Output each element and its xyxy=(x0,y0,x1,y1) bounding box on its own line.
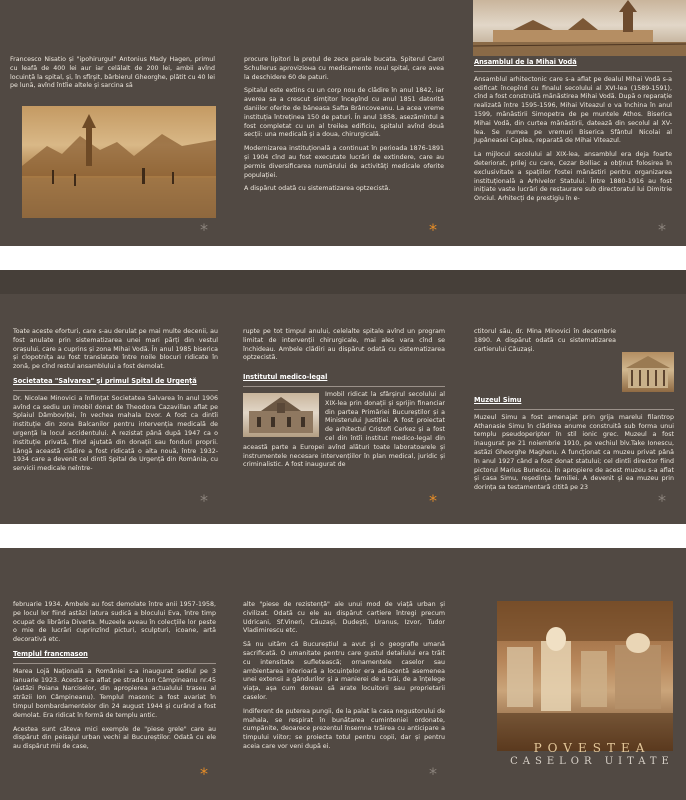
section-heading: Templul francmason xyxy=(13,649,88,658)
page-section-3 xyxy=(0,548,686,800)
section-heading: Ansamblul de la Mihai Vodă xyxy=(474,58,577,66)
star-ornament: * xyxy=(429,220,437,239)
paragraph: A dispărut odată cu sistematizarea optzecistă. xyxy=(244,185,391,193)
paragraph: Să nu uităm că Bucureștiul a avut și o geografie umană sacrificată. O umanitate pentru care gustul detaliului era trăit cu intensitate sufletească; ornamentele caselor sau ambientarea interioară a locuințelor era adiacentă asemenea unei extensii a gândurilor și a manierei de a trăi, de a înțelege viața, așa cum doreau să arate locuitorii sau proprietarii caselor. xyxy=(243,641,445,701)
book-title-line-1: POVESTEA xyxy=(533,741,651,755)
paragraph: februarie 1934. Ambele au fost demolate între anii 1957-1958, pe locul lor fiind astăzi latura sudică a blocului Eva, între timp ocupat de librăria Diverta. Muzeele aveau în colecțiile lor peste o mie de lucrări cuprinzînd picturi, sculpturi, icoane, artă decorativă etc. xyxy=(13,601,216,644)
paragraph: Imobil ridicat la sfârșirul secolului al XIX-lea prin donații și sprijin financiar din partea Primăriei Bucureștilor și a Ministerului Justiției. A fost proiectat de arhitectul Cristofi Cerkez și a fost cel din întîi institut medico-legal din această parte a Europei avînd alături toate laboratoarele și instrumentele necesare intervențiilor în plan medical, juridic și criminalistic. A fost inaugurat de xyxy=(243,390,445,469)
section-header-band xyxy=(0,270,686,294)
paragraph: Acestea sunt câteva mici exemple de "piese grele" care au dispărut din peisajul urban vechi al Bucureștilor. Odată cu ele au dispărut mii de case, xyxy=(13,725,216,751)
page-section-1 xyxy=(0,0,686,246)
institute-building-photo xyxy=(243,393,319,437)
simu-museum-photo xyxy=(622,352,674,392)
paragraph: Indiferent de puterea pungii, de la palat la casa negustorului de mahala, se respirat în bunătarea cuminteniei ordonate, cumpănite, deoarece prezentul însemna trăirea cu anticipare a timpului viitor; se proiecta totul pentru copii, dar și pentru aceia care vor veni după ei. xyxy=(243,707,445,750)
section3-column-2 xyxy=(243,601,445,757)
section3-column-1 xyxy=(13,601,216,757)
paragraph: rupte pe tot timpul anului, celelalte spitale avînd un program limitat de intervenții chirurgicale, mai ales vara cînd se închideau. Ambele clădiri au dispărut odată cu sistematizarea optzecistă. xyxy=(243,328,445,362)
divider xyxy=(474,71,672,72)
paragraph: alte "piese de rezistență" ale unui mod de viață urban și civilizat. Odată cu ele au dispărut cartiere întregi precum Udricani, Sf.Vineri, Căuzași, Dudești, Uranus, Izvor, Tudor Vladimirescu etc. xyxy=(243,601,445,635)
paragraph: Dr. Nicolae Minovici a înființat Societatea Salvarea în anul 1906 avînd ca sediu un imobil donat de Theodora Cazavillan aflat pe Splaiul Dâmboviței, în vechea mahala Izvor. A fost ca dintîi instituție din zona Balcanilor pentru intervenția medicală de urgență la locul accidentului. A rezistat până după 1947 ca o instituție privată, fiind ajutată din donații sau fonduri proprii. Lângă această clădire a fost ridicată o alta nouă, între 1932-1934 care a devenit cel dintîi Spital de Urgență din România, cu servicii medicale neîntre- xyxy=(13,394,218,473)
star-ornament: * xyxy=(429,764,437,783)
paragraph: Muzeul Simu a fost amenajat prin grija marelui filantrop Athanasie Simu în clădirea anume construită sub forma unui templu pseudoperipter în stil ionic grec. Muzeul a fost inaugurat pe 21 noiembrie 1910, pe vechiul blv.Take Ionescu, astăzi Gheorghe Magheru. A funcționat ca muzeu privat până în anul 1927 când a fost donat statului; cel dintîi director fiind pictorul Marius Bunescu. În apropiere de acest muzeu s-a aflat și casa Simu, reședința familiei. A devenit și ea muzeu prin dorința sa testamentară citită pe 23 xyxy=(474,413,674,492)
paragraph: Toate aceste eforturi, care s-au derulat pe mai multe decenii, au fost anulate prin sistematizarea unei mari părți din vestul orașului, care a cuprins și zona Mihai Vodă. În anul 1985 biserica și clopotnița au fost translatate între noile blocuri ridicate în zonă, pe cînd restul ansamblului a fost demolat. xyxy=(13,328,218,371)
section2-column-2 xyxy=(243,328,445,475)
divider xyxy=(474,409,674,410)
paragraph: Ansamblul arhitectonic care s-a aflat pe dealul Mihai Vodă s-a edificat începînd cu finalul secolului al XVI-lea (1589-1591), cînd a fost construită mănăstirea Mihai Vodă. După o reparație realizată între 1595-1596, Mihai Viteazul o va închina în anul 1599, mănăstirii Simopetra de pe muntele Athos. Biserica Mihai Vodă, din curtea mănăstirii, datează din secolul al XV-lea. Se numea pe vremuri Biserica Sfântul Nicolai al Jupâneasei Caplea, reparată de Mihai Viteazul. xyxy=(474,75,672,145)
paragraph: Marea Lojă Națională a României s-a inaugurat sediul pe 3 ianuarie 1923. Acesta s-a aflat pe strada Ion Câmpineanu nr.45 (astăzi Poiana Narciselor, din apropierea actualului traseu al străzii Ion Câmpineanu). Templul masonic a fost avariat în timpul bombardamentelor din 24 august 1944 și curând a fost demolat. Era ridicat în formă de templu antic. xyxy=(13,667,216,719)
section2-column-1 xyxy=(13,328,218,479)
museum-interior-photo xyxy=(497,601,673,751)
section1-column-2 xyxy=(244,56,444,199)
paragraph: Modernizarea instituțională a continuat în perioada 1876-1891 și 1904 cînd au fost executate lucrări de extindere, care au permis diversificarea numărului de activități medicale oferite populației. xyxy=(244,145,444,179)
monastery-panorama-photo xyxy=(473,0,686,56)
star-ornament: * xyxy=(200,220,208,239)
star-ornament: * xyxy=(200,764,208,783)
divider xyxy=(243,386,445,387)
section-heading: Muzeul Simu xyxy=(474,396,522,404)
paragraph: ctitorul său, dr. Mina Minovici în decembrie 1890. A dispărut odată cu sistematizarea cartierului Căuzași. xyxy=(474,328,616,353)
paragraph: procure lipitori la prețul de zece parale bucata. Spiterul Carol Schullerus aprovizioна cu medicamente noul spital, care avea la deschidere 60 de paturi. xyxy=(244,56,444,81)
section1-column-1 xyxy=(10,56,215,96)
star-ornament: * xyxy=(429,491,437,510)
section1-column-3 xyxy=(474,56,672,209)
paragraph: Spitalul este extins cu un corp nou de clădire în anul 1842, iar averea sa a crescut simțitor începînd cu anul 1851 datorită daniilor oferite de băneasa Safta Brâncoveanu. La acea vreme instituția întreținea 150 de paturi. În anul 1858, asezămîntul a fost completat cu un al treilea edificiu, spitalul avînd două secții: una medicală și a doua, chirurgicală. xyxy=(244,87,444,139)
divider xyxy=(13,663,216,664)
page-section-2 xyxy=(0,270,686,524)
divider xyxy=(13,390,218,391)
paragraph: La mijlocul secolului al XIX-lea, ansamblul era deja foarte deteriorat, prilej cu care, Cezar Bolliac a obținut folosirea în exclusivitate a spațiilor fostei mănăstiri pentru organizarea instituțională a Arhivelor Statului. Între 1880-1916 au fost inițiate vaste lucrări de restaurare sub directoratul lui Dimitrie Onciul. Arhitecți de prestigiu în e- xyxy=(474,151,672,203)
book-title-line-2: CASELOR UITATE xyxy=(510,756,674,767)
section-heading: Institutul medico-legal xyxy=(243,373,328,382)
star-ornament: * xyxy=(200,491,208,510)
paragraph: Francesco Nisatio și "ipohirurgul" Antonius Mady Hagen, primul cu leafă de 400 lei aur iar celălalt de 200 lei, ambii avînd locuință la spital, și, în sfîrșit, bărbierul Gheorghe, plătit cu 40 lei pe lună, avînd întîie altele și sarcina să xyxy=(10,56,215,90)
star-ornament: * xyxy=(658,491,666,510)
old-city-street-photo xyxy=(22,106,216,218)
section-heading: Societatea "Salvarea" și primul Spital de Urgență xyxy=(13,376,197,385)
section2-column-3 xyxy=(474,328,674,498)
star-ornament: * xyxy=(658,220,666,239)
